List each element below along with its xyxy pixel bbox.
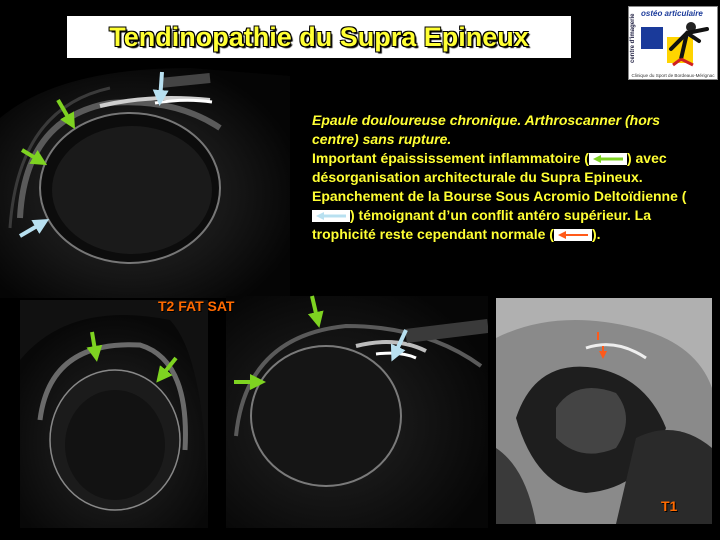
green-arrow-icon (312, 296, 318, 322)
blue-arrow-icon (394, 330, 406, 356)
blue-arrow-icon (160, 72, 162, 100)
description-p2: Important épaississement inflammatoire ( ) avec désorganisation architecturale du Supra Epineux. (312, 150, 667, 185)
green-arrow-icon (22, 150, 42, 162)
slide-title: Tendinopathie du Supra Epineux (109, 21, 529, 52)
label-t2-fat-sat: T2 FAT SAT (158, 298, 235, 314)
description-p3: Epanchement de la Bourse Sous Acromio Deltoïdienne ( ) témoignant d’un conflit antéro supérieur. La trophicité reste cependant normale ( ). (312, 188, 687, 242)
label-t1: T1 (661, 498, 678, 514)
green-arrow-icon (92, 332, 96, 356)
green-arrow-icon (58, 100, 72, 124)
blue-arrow-icon (20, 222, 44, 236)
logo-vertical-text: centre d'imagerie (630, 13, 636, 63)
logo-brand: ostéo articulaire (641, 9, 703, 18)
description-line1: Epaule douloureuse chronique. Arthroscanner (hors centre) sans rupture. (312, 112, 660, 147)
green-arrow-icon (160, 358, 176, 378)
logo-footer: Clinique du Sport de Bordeaux-Mérignac (631, 73, 715, 78)
